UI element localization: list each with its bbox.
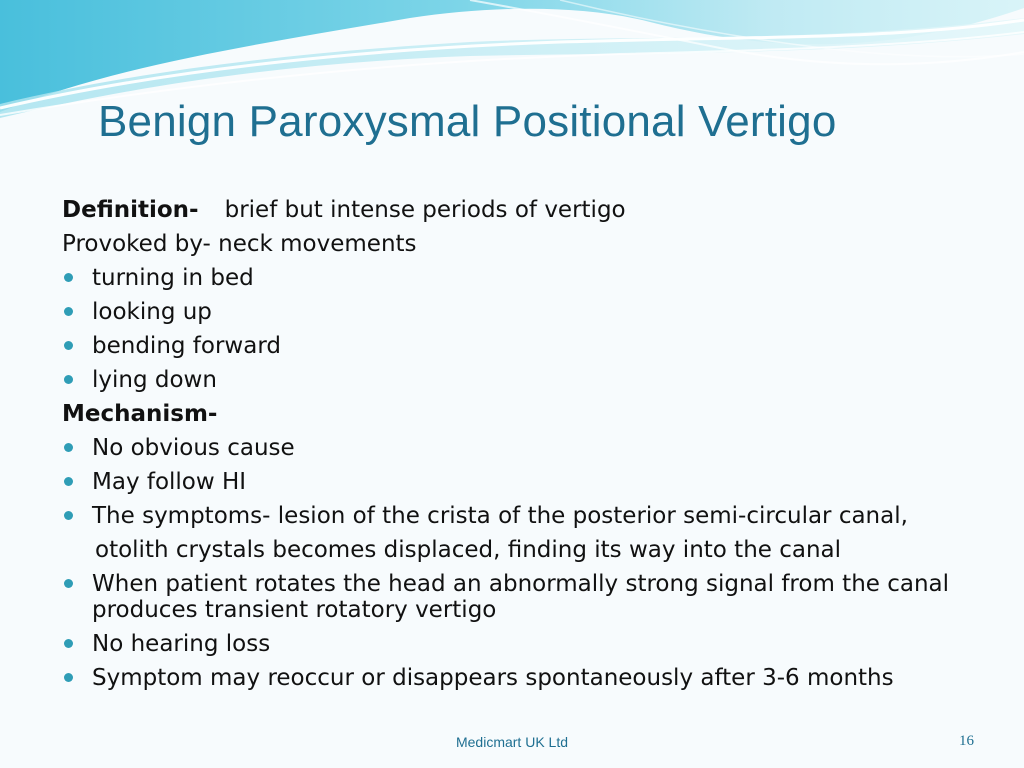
definition-line: [62, 193, 982, 227]
list-item: looking up: [62, 295, 982, 329]
bullet-dot-icon: [64, 341, 73, 350]
page-number: 16: [959, 733, 974, 749]
footer-company: Medicmart UK Ltd: [455, 734, 569, 750]
mechanism-label: Mechanism-: [62, 401, 218, 427]
list-item: The symptoms- lesion of the crista of the posterior semi-circular canal,: [62, 499, 982, 533]
list-item: No obvious cause: [62, 431, 982, 465]
slide-title: Benign Paroxysmal Positional Vertigo: [98, 97, 837, 146]
continuation-line: otolith crystals becomes displaced, finding its way into the canal: [95, 537, 842, 563]
definition-text: brief but intense periods of vertigo: [224, 197, 626, 223]
slide-content: [62, 193, 982, 695]
list-item: turning in bed: [62, 261, 982, 295]
list-item: When patient rotates the head an abnormally strong signal from the canal produces transient rotatory vertigo: [62, 567, 982, 627]
bullet-dot-icon: [64, 579, 73, 588]
bullet-dot-icon: [64, 443, 73, 452]
list-item: lying down: [62, 363, 982, 397]
definition-label: Definition-: [62, 197, 199, 223]
list-item: May follow HI: [62, 465, 982, 499]
list-item: No hearing loss: [62, 627, 982, 661]
bullet-dot-icon: [64, 477, 73, 486]
mechanism-line: [62, 397, 982, 431]
bullet-dot-icon: [64, 273, 73, 282]
bullet-dot-icon: [64, 673, 73, 682]
bullet-dot-icon: [64, 639, 73, 648]
bullet-dot-icon: [64, 307, 73, 316]
bullet-dot-icon: [64, 375, 73, 384]
bullet-dot-icon: [64, 511, 73, 520]
list-item: Symptom may reoccur or disappears spontaneously after 3-6 months: [62, 661, 982, 695]
list-item: bending forward: [62, 329, 982, 363]
provoked-line: Provoked by- neck movements: [62, 231, 417, 257]
